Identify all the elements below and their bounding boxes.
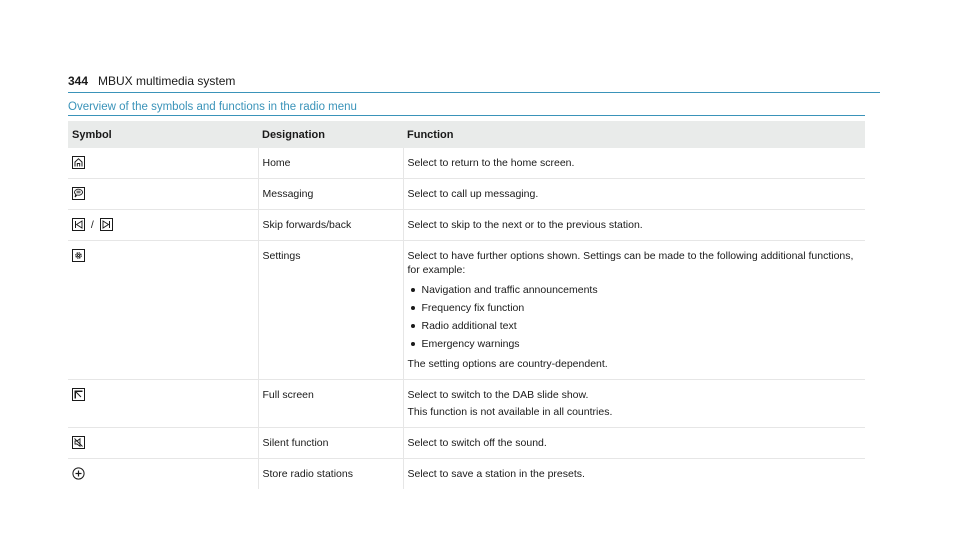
table-row [68, 179, 865, 210]
skip-separator: / [90, 219, 94, 231]
function-cell: Select to save a station in the presets. [403, 459, 865, 490]
designation-cell: Full screen [258, 380, 403, 428]
function-cell: Select to skip to the next or to the previous station. [403, 210, 865, 241]
designation-cell: Messaging [258, 179, 403, 210]
table-row [68, 428, 865, 459]
home-icon [72, 156, 85, 169]
skip-back-icon [72, 218, 85, 231]
section-title: Overview of the symbols and functions in the radio menu [68, 101, 865, 116]
list-item: Emergency warnings [408, 335, 862, 353]
list-item: Radio additional text [408, 317, 862, 335]
page-number: 344 [68, 74, 89, 88]
symbol-cell [68, 428, 258, 459]
full-screen-icon [72, 388, 85, 401]
function-cell: Select to call up messaging. [403, 179, 865, 210]
bullet-list [408, 281, 862, 353]
designation-cell: Home [258, 148, 403, 179]
skip-forward-icon [100, 218, 113, 231]
mute-icon [72, 436, 85, 449]
symbol-cell [68, 459, 258, 490]
page-header [68, 72, 880, 93]
function-cell [403, 380, 865, 428]
function-cell: Select to switch off the sound. [403, 428, 865, 459]
function-text: Select to switch to the DAB slide show. [407, 389, 589, 401]
table-row [68, 459, 865, 490]
header-designation: Designation [258, 121, 403, 148]
settings-icon [72, 249, 85, 262]
designation-cell: Skip forwards/back [258, 210, 403, 241]
symbols-table [68, 121, 865, 489]
add-preset-icon [72, 467, 85, 480]
function-cell [403, 241, 865, 380]
symbol-cell [68, 380, 258, 428]
header-symbol: Symbol [68, 121, 258, 148]
table-row [68, 241, 865, 380]
function-text: Select to have further options shown. Settings can be made to the following additional functions, for example: [407, 250, 854, 276]
designation-cell: Silent function [258, 428, 403, 459]
table-row [68, 210, 865, 241]
symbol-cell [68, 210, 258, 241]
designation-cell: Settings [258, 241, 403, 380]
symbol-cell [68, 179, 258, 210]
function-cell: Select to return to the home screen. [403, 148, 865, 179]
symbol-cell [68, 241, 258, 380]
function-note: This function is not available in all countries. [407, 406, 613, 418]
table-header-row [68, 121, 865, 148]
header-function: Function [403, 121, 865, 148]
designation-cell: Store radio stations [258, 459, 403, 490]
symbol-cell [68, 148, 258, 179]
table-row [68, 380, 865, 428]
table-row [68, 148, 865, 179]
book-title: MBUX multimedia system [98, 74, 236, 88]
list-item: Frequency fix function [408, 299, 862, 317]
function-note: The setting options are country-dependent. [407, 358, 608, 370]
messaging-icon [72, 187, 85, 200]
list-item: Navigation and traffic announcements [408, 281, 862, 299]
